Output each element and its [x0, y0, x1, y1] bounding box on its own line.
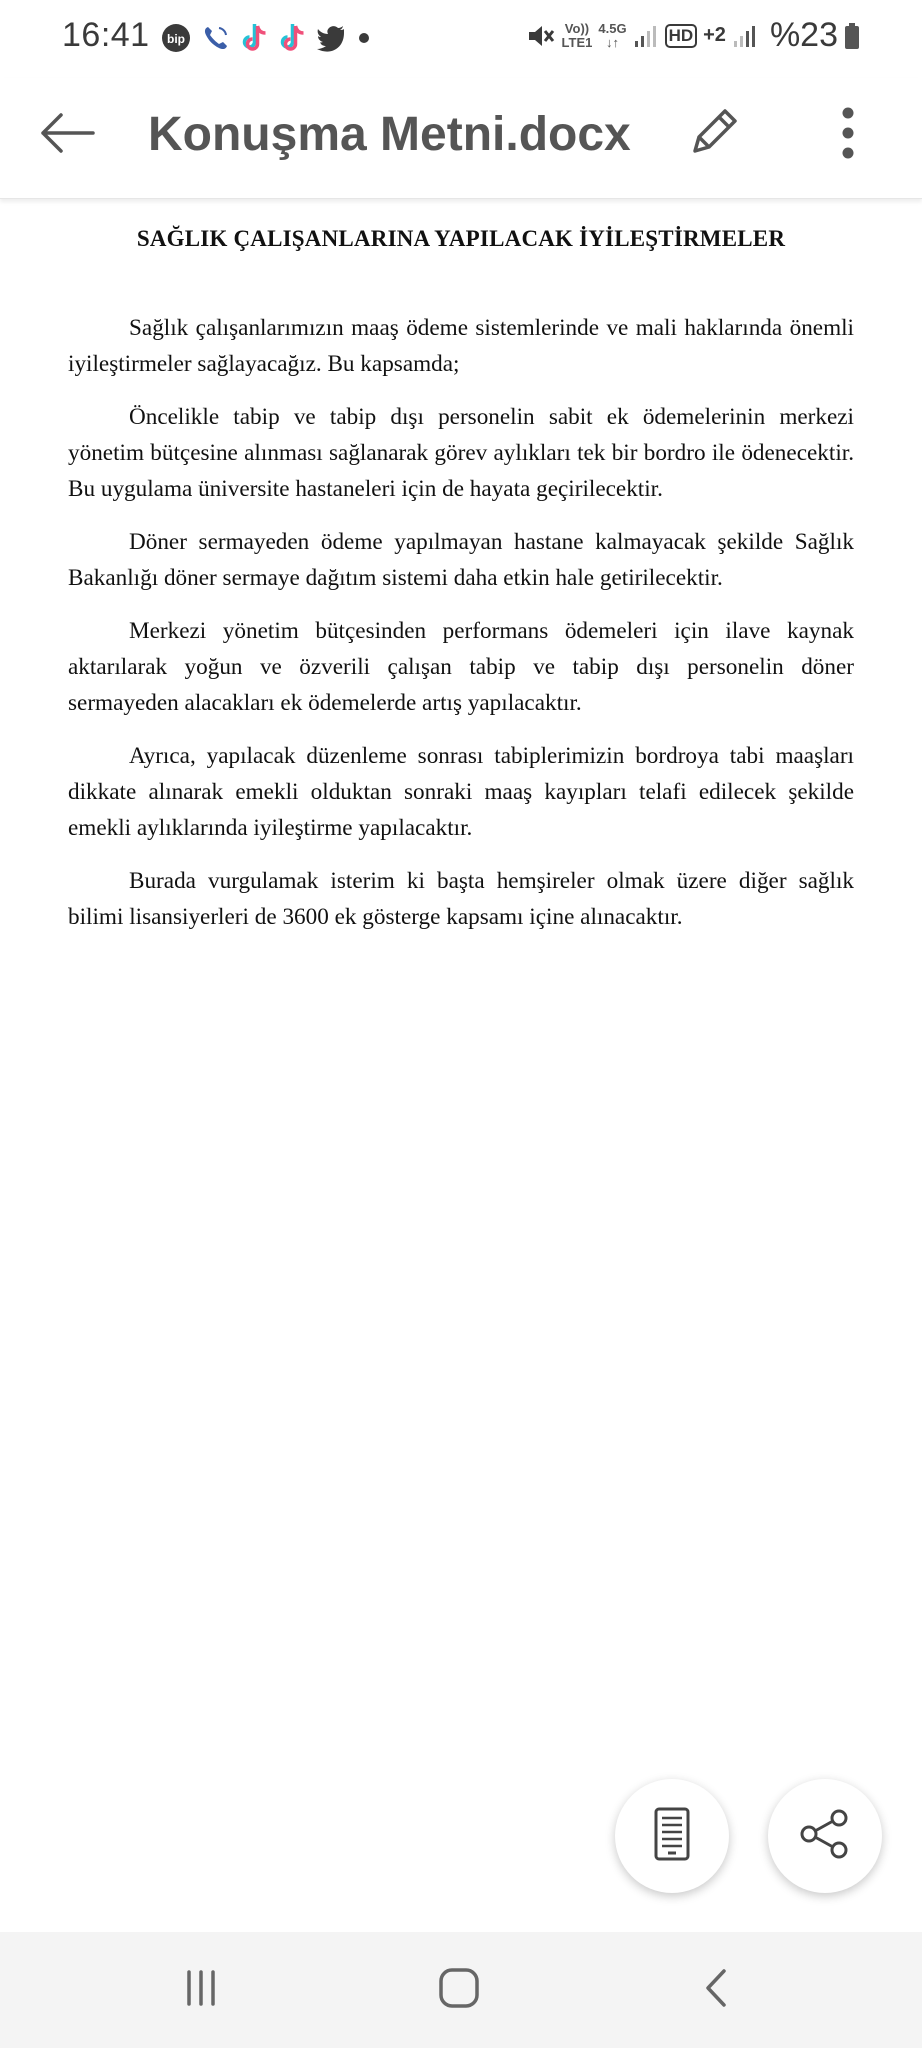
mute-icon: [526, 21, 556, 51]
home-button[interactable]: [424, 1957, 494, 2023]
document-content: [68, 220, 854, 952]
more-vertical-icon: [840, 107, 856, 164]
edit-button[interactable]: [680, 102, 746, 168]
share-icon: [797, 1806, 853, 1867]
app-bar: [0, 78, 922, 199]
more-notifications-dot: [354, 28, 374, 48]
home-icon: [438, 1967, 480, 2014]
system-navigation-bar: [0, 1932, 922, 2048]
notification-icons: [160, 22, 374, 54]
svg-text:bip: bip: [167, 32, 185, 46]
document-paragraph: Döner sermayeden ödeme yapılmayan hastane kalmayacak şekilde Sağlık Bakanlığı döner sermaye dağıtım sistemi daha etkin hale getirilecektir.: [68, 529, 854, 591]
recents-icon: [181, 1968, 221, 2013]
back-button[interactable]: [34, 102, 100, 168]
document-paragraph: Ayrıca, yapılacak düzenleme sonrası tabiplerimizin bordroya tabi maaşları dikkate alınarak emekli olduktan sonraki maaş kayıpları telafi edilecek şekilde emekli aylıklarında iyileştirme yapılacaktır.: [68, 743, 854, 841]
battery-icon: [844, 22, 860, 50]
more-options-button[interactable]: [815, 102, 881, 168]
share-button[interactable]: [768, 1779, 882, 1893]
signal-icon: [633, 23, 659, 49]
nav-back-button[interactable]: [682, 1957, 752, 2023]
sim2-label: +2: [703, 24, 726, 46]
document-heading: SAĞLIK ÇALIŞANLARINA YAPILACAK İYİLEŞTİRMELER: [136, 226, 786, 251]
document-body: [68, 310, 854, 935]
twitter-icon: [316, 24, 346, 52]
battery-percentage: %23: [769, 16, 838, 54]
network-type-indicator: 4.5G ↓↑: [598, 20, 627, 50]
mobile-view-button[interactable]: [615, 1779, 729, 1893]
signal-icon: [732, 23, 758, 49]
volte-indicator: Vo)) LTE1: [561, 20, 593, 50]
hd-voice-badge: HD: [665, 24, 698, 48]
system-indicators: [526, 16, 860, 55]
document-paragraph: Merkezi yönetim bütçesinden performans ödemeleri için ilave kaynak aktarılarak yoğun ve özverili çalışan tabip ve tabip dışı personelin döner sermayeden alacakları ek ödemelerde artış yapılacaktır.: [68, 618, 854, 716]
arrow-left-icon: [39, 113, 95, 158]
mobile-view-icon: [650, 1806, 694, 1867]
tiktok-icon: [240, 22, 270, 54]
document-paragraph: Öncelikle tabip ve tabip dışı personelin sabit ek ödemelerinin merkezi yönetim bütçesine alınması sağlanarak görev aylıkları tek bir bordro ile ödenecektir. Bu uygulama üniversite hastaneleri için de hayata geçirilecektir.: [68, 404, 854, 502]
recents-button[interactable]: [166, 1957, 236, 2023]
viber-icon: [200, 22, 232, 54]
tiktok-icon: [278, 22, 308, 54]
document-paragraph: Burada vurgulamak isterim ki başta hemşireler olmak üzere diğer sağlık bilimi lisansiyerleri de 3600 ek gösterge kapsamı içine alınacaktır.: [68, 868, 854, 930]
back-chevron-icon: [702, 1967, 732, 2014]
document-paragraph: Sağlık çalışanlarımızın maaş ödeme sistemlerinde ve mali haklarında önemli iyileştirmeler sağlayacağız. Bu kapsamda;: [68, 315, 854, 377]
pencil-icon: [685, 105, 741, 166]
status-time: 16:41: [62, 16, 150, 54]
status-bar: [0, 0, 922, 78]
document-title: Konuşma Metni.docx: [148, 108, 631, 161]
bip-icon: [160, 22, 192, 54]
